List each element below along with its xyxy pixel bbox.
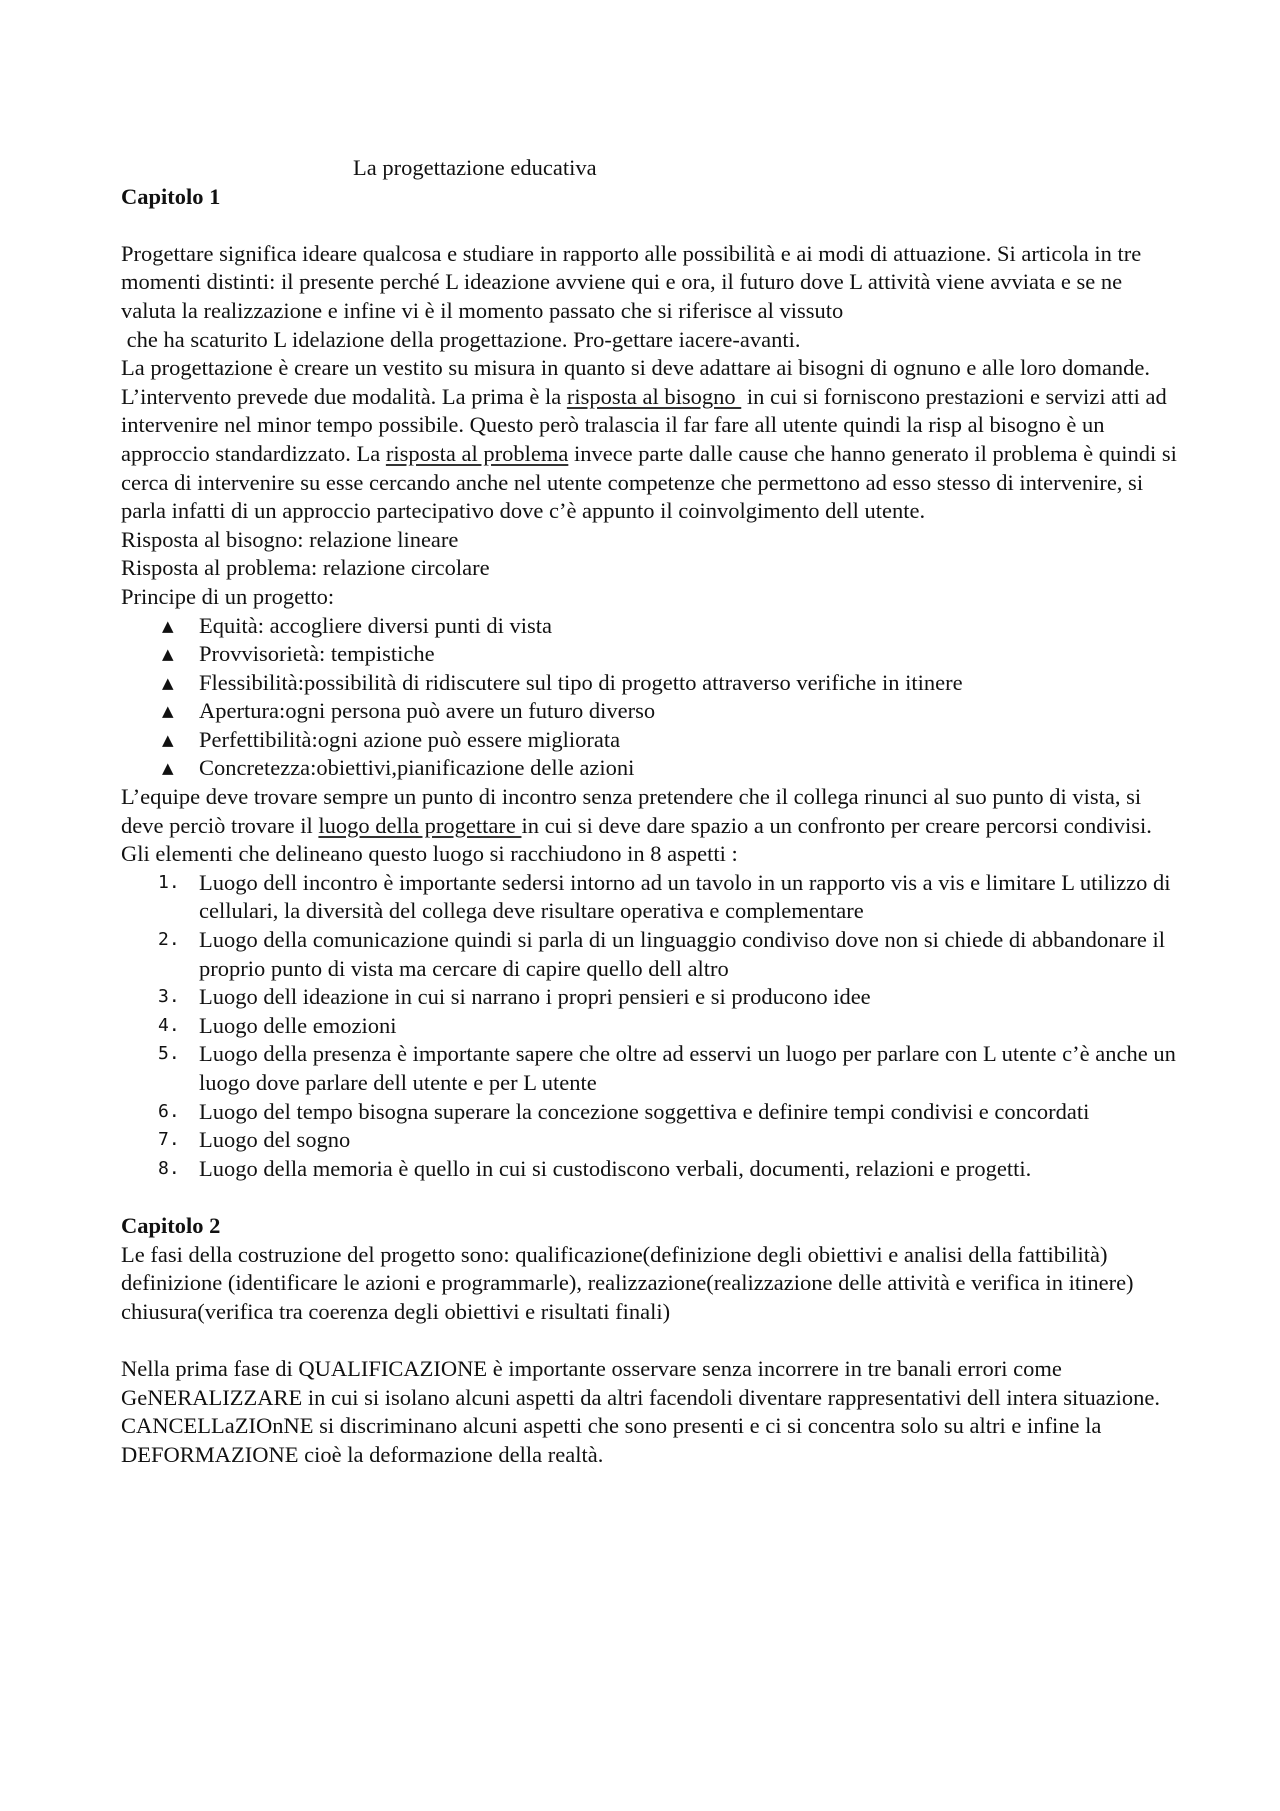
cancellation-paragraph: CANCELLaZIOnNE si discriminano alcuni aspetti che sono presenti e ci si concentra solo su altri e infine la DEFORMAZIONE cioè la deformazione della realtà. bbox=[121, 1413, 1102, 1467]
underlined-luogo-della-progettare: luogo della progettare bbox=[318, 812, 522, 838]
blank-line bbox=[121, 211, 1180, 240]
list-item bbox=[121, 869, 1180, 926]
equipe-text-1: L’equipe deve trovare sempre un punto di incontro senza pretendere che il collega rinunci al suo punto di vista, si deve perciò trovare il bbox=[121, 784, 1147, 838]
list-number: 4. bbox=[158, 1014, 180, 1036]
aspect-text: Luogo del tempo bisogna superare la concezione soggettiva e definire tempi condivisi e concordati bbox=[199, 1098, 1090, 1124]
list-number: 1. bbox=[158, 871, 180, 893]
triangle-bullet-icon: ▲ bbox=[162, 645, 174, 664]
list-item bbox=[121, 1040, 1180, 1097]
triangle-bullet-icon: ▲ bbox=[162, 616, 174, 635]
list-item bbox=[121, 640, 1180, 669]
principle-text: Apertura:ogni persona può avere un futuro diverso bbox=[199, 698, 656, 724]
document-title: La progettazione educativa bbox=[353, 155, 597, 180]
qualification-paragraph: Nella prima fase di QUALIFICAZIONE è importante osservare senza incorrere in tre banali errori come GeNERALIZZARE in cui si isolano alcuni aspetti da altri facendoli diventare rappresentativi dell intera situazione. bbox=[121, 1355, 1161, 1410]
chapter-1-heading: Capitolo 1 bbox=[121, 183, 221, 209]
list-number: 6. bbox=[158, 1100, 180, 1122]
aspect-text: Luogo della presenza è importante sapere che oltre ad esservi un luogo per parlare con L utente c’è anche un luogo dove parlare dell utente e per L utente bbox=[199, 1041, 1176, 1095]
relation-bisogno: Risposta al bisogno: relazione lineare bbox=[121, 526, 459, 552]
aspects-list bbox=[121, 869, 1180, 1184]
aspect-text: Luogo del sogno bbox=[199, 1127, 351, 1153]
intro-paragraph: Progettare significa ideare qualcosa e studiare in rapporto alle possibilità e ai modi di attuazione. Si articola in tre momenti distinti: il presente perché L ideazione avviene qui e ora, il futuro dove L attività viene avviata e se ne valuta la realizzazione e infine vi è il momento passato che si riferisce al vissuto bbox=[121, 240, 1142, 323]
list-item bbox=[121, 754, 1180, 783]
principles-list bbox=[121, 612, 1180, 784]
aspect-text: Luogo delle emozioni bbox=[199, 1012, 397, 1038]
intervention-text-1: La progettazione è creare un vestito su misura in quanto si deve adattare ai bisogni di ognuno e alle loro domande. L’intervento prevede due modalità. La prima è la bbox=[121, 355, 1156, 409]
list-number: 3. bbox=[158, 986, 180, 1008]
aspect-text: Luogo dell ideazione in cui si narrano i propri pensieri e si producono idee bbox=[199, 984, 871, 1010]
list-number: 7. bbox=[158, 1129, 180, 1151]
principle-text: Flessibilità:possibilità di ridiscutere sul tipo di progetto attraverso verifiche in itinere bbox=[199, 669, 963, 695]
intro-continuation: che ha scaturito L idelazione della progettazione. Pro-gettare iacere-avanti. bbox=[121, 326, 801, 352]
list-item bbox=[121, 726, 1180, 755]
triangle-bullet-icon: ▲ bbox=[162, 673, 174, 692]
aspect-text: Luogo della comunicazione quindi si parla di un linguaggio condiviso dove non si chiede di abbandonare il proprio punto di vista ma cercare di capire quello dell altro bbox=[199, 927, 1166, 981]
principle-text: Provvisorietà: tempistiche bbox=[199, 641, 435, 667]
blank-line bbox=[121, 1183, 1180, 1212]
blank-line bbox=[121, 1326, 1180, 1355]
list-item bbox=[121, 1012, 1180, 1041]
list-item bbox=[121, 697, 1180, 726]
principle-text: Perfettibilità:ogni azione può essere migliorata bbox=[199, 726, 621, 752]
aspect-text: Luogo della memoria è quello in cui si custodiscono verbali, documenti, relazioni e progetti. bbox=[199, 1155, 1032, 1181]
triangle-bullet-icon: ▲ bbox=[162, 730, 174, 749]
principle-text: Equità: accogliere diversi punti di vista bbox=[199, 612, 553, 638]
list-number: 8. bbox=[158, 1157, 180, 1179]
list-item bbox=[121, 612, 1180, 641]
list-item bbox=[121, 1126, 1180, 1155]
aspect-text: Luogo dell incontro è importante sedersi intorno ad un tavolo in un rapporto vis a vis e limitare L utilizzo di cellulari, la diversità del collega deve risultare operativa e complementare bbox=[199, 869, 1171, 924]
equipe-paragraph bbox=[121, 783, 1180, 869]
underlined-risposta-al-problema: risposta al problema bbox=[385, 440, 569, 466]
list-number: 5. bbox=[158, 1043, 180, 1065]
chapter-2-heading: Capitolo 2 bbox=[121, 1212, 221, 1238]
list-item bbox=[121, 1155, 1180, 1184]
phases-paragraph: Le fasi della costruzione del progetto sono: qualificazione(definizione degli obiettivi e analisi della fattibilità) definizione (identificare le azioni e programmarle), realizzazione(realizzazione delle attività e verifica in itinere) chiusura(verifica tra coerenza degli obiettivi e risultati finali) bbox=[121, 1241, 1134, 1324]
list-item bbox=[121, 1098, 1180, 1127]
list-number: 2. bbox=[158, 929, 180, 951]
list-item bbox=[121, 983, 1180, 1012]
principles-heading: Principe di un progetto: bbox=[121, 583, 335, 609]
triangle-bullet-icon: ▲ bbox=[162, 759, 174, 778]
intervention-paragraph bbox=[121, 354, 1183, 526]
triangle-bullet-icon: ▲ bbox=[162, 702, 174, 721]
equipe-text-2: in cui si deve dare spazio a un confronto per creare percorsi condivisi. Gli elementi che delineano questo luogo si racchiudono in 8 aspetti : bbox=[121, 812, 1158, 867]
underlined-risposta-al-bisogno: risposta al bisogno bbox=[566, 383, 742, 409]
intervention-text-2: in cui si forniscono prestazioni e servizi atti ad intervenire nel minor tempo possibile. Questo però tralascia il far fare all utente quindi la risp al bisogno è un approccio standardizzato. La bbox=[121, 383, 1173, 466]
intervention-text-3: invece parte dalle cause che hanno generato il problema è quindi si cerca di intervenire su esse cercando anche nel utente competenze che permettono ad esso stesso di intervenire, si parla infatti di un approccio partecipativo dove c’è appunto il coinvolgimento dell utente. bbox=[121, 440, 1183, 524]
list-item bbox=[121, 926, 1180, 983]
relation-problema: Risposta al problema: relazione circolare bbox=[121, 555, 490, 581]
list-item bbox=[121, 669, 1180, 698]
principle-text: Concretezza:obiettivi,pianificazione delle azioni bbox=[199, 755, 635, 781]
